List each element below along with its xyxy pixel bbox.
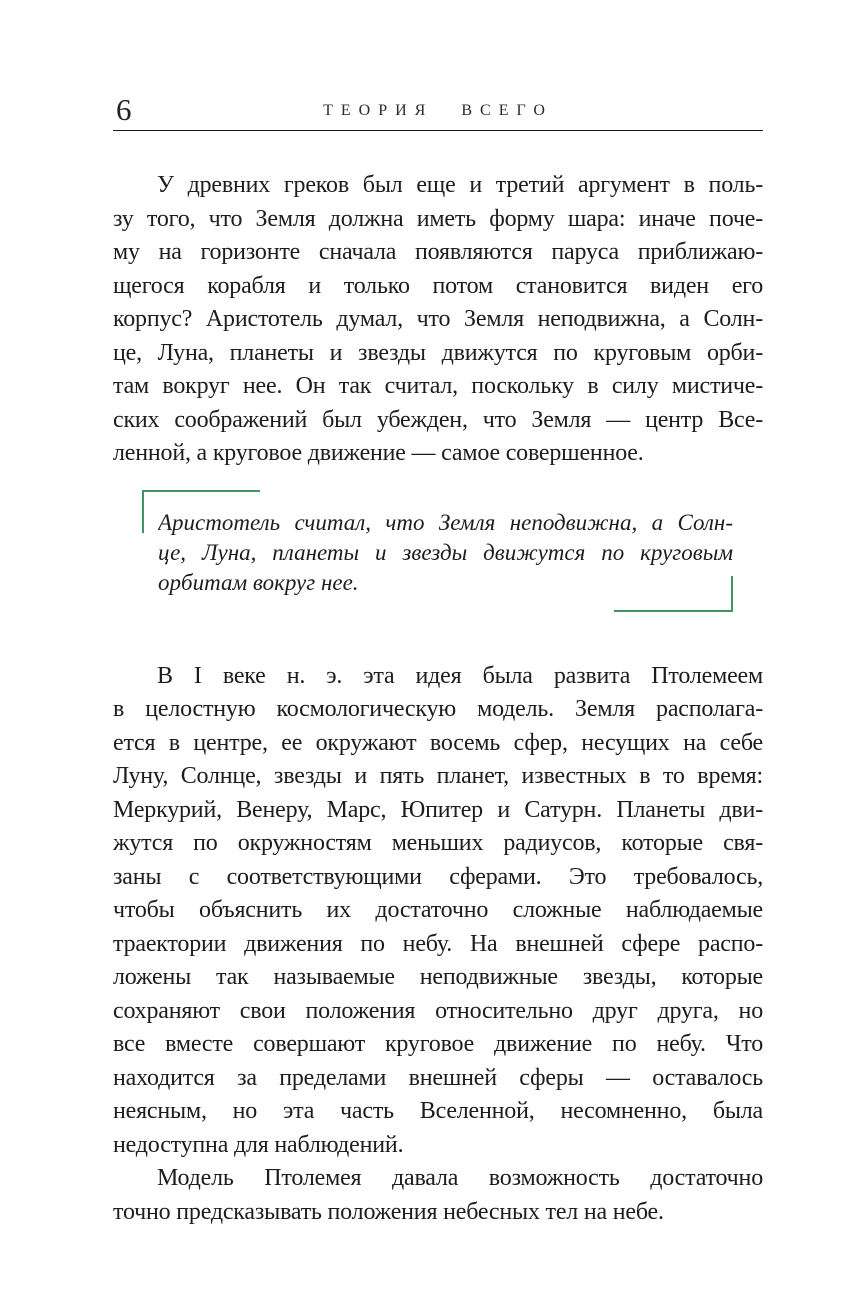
text-line: зу того, что Земля должна иметь форму шара: иначе поче- — [113, 205, 763, 232]
text-line: ленной, а круговое движение — самое совершенное. — [113, 440, 644, 466]
text-line: ских соображений был убежден, что Земля — центр Все- — [113, 406, 763, 433]
text-line: чтобы объяснить их достаточно сложные наблюдаемые — [113, 897, 763, 923]
text-line: Модель Птолемея давала возможность достаточно — [157, 1165, 763, 1191]
text-line: неясным, но эта часть Вселенной, несомненно, была — [113, 1098, 763, 1124]
text-line: ется в центре, ее окружают восемь сфер, несущих на себе — [113, 729, 763, 756]
text-line: все вместе совершают круговое движение по небу. Что — [113, 1031, 763, 1057]
running-head: ТЕОРИЯ ВСЕГО — [323, 102, 553, 119]
paragraph-ancient-greeks — [113, 169, 763, 471]
paragraph-ptolemy-predictions — [113, 1162, 763, 1229]
text-line: жутся по окружностям меньших радиусов, которые свя- — [113, 830, 763, 856]
text-line: У древних греков был еще и третий аргумент в поль- — [157, 172, 763, 198]
text-line: Меркурий, Венеру, Марс, Юпитер и Сатурн. Планеты дви- — [113, 796, 763, 823]
text-line: заны с соответствующими сферами. Это требовалось, — [113, 863, 763, 890]
text-line: Аристотель считал, что Земля неподвижна, а Солн- — [158, 509, 733, 535]
page-header — [113, 0, 763, 131]
text-line: корпус? Аристотель думал, что Земля неподвижна, а Солн- — [113, 306, 763, 332]
text-line: траектории движения по небу. На внешней сфере распо- — [113, 930, 763, 957]
paragraph-ptolemy-model — [113, 660, 763, 1163]
text-line: ложены так называемые неподвижные звезды, которые — [113, 964, 763, 990]
pull-quote — [113, 490, 763, 612]
text-line: точно предсказывать положения небесных тел на небе. — [113, 1198, 664, 1225]
text-line: недоступна для наблюдений. — [113, 1131, 404, 1158]
page-content — [113, 0, 763, 1229]
text-line: му на горизонте сначала появляются паруса приближаю- — [113, 239, 763, 265]
text-line: Луну, Солнце, звезды и пять планет, известных в то время: — [113, 763, 763, 789]
text-line: сохраняют свои положения относительно друг друга, но — [113, 997, 763, 1024]
quote-corner-bottom-right-icon — [614, 576, 733, 612]
text-line: щегося корабля и только потом становится виден его — [113, 272, 763, 299]
text-line: в целостную космологическую модель. Земля располага- — [113, 696, 763, 722]
text-line: це, Луна, планеты и звезды движутся по круговым орби- — [113, 339, 763, 366]
text-line: це, Луна, планеты и звезды движутся по круговым — [158, 539, 733, 565]
text-line: находится за пределами внешней сферы — оставалось — [113, 1064, 763, 1091]
quote-corner-top-left-icon — [142, 490, 260, 533]
text-line: В I веке н. э. эта идея была развита Птолемеем — [157, 662, 763, 689]
text-line: там вокруг нее. Он так считал, поскольку в силу мистиче- — [113, 373, 763, 399]
page-number: 6 — [116, 92, 132, 127]
text-line: орбитам вокруг нее. — [158, 569, 359, 595]
